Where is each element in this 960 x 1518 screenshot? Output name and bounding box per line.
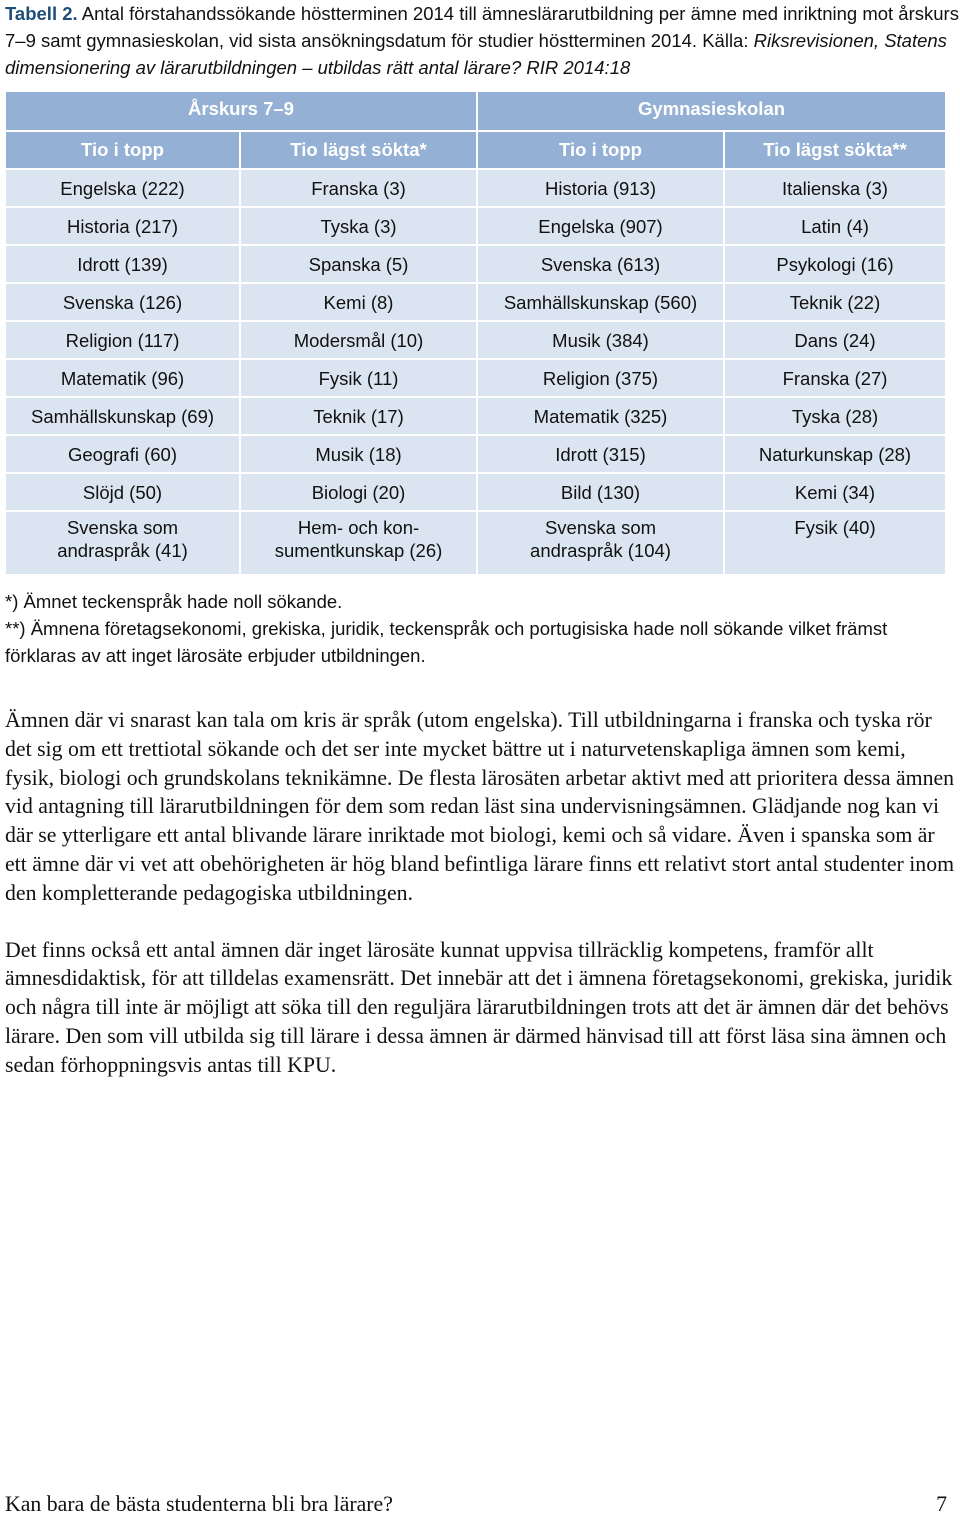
- table-cell: Fysik (11): [241, 360, 476, 396]
- table-row: [6, 170, 945, 206]
- table-cell: Musik (384): [478, 322, 723, 358]
- table-row: [6, 322, 945, 358]
- group-header-row: [6, 92, 945, 130]
- table-cell: Idrott (315): [478, 436, 723, 472]
- table-row: [6, 246, 945, 282]
- table-cell: Teknik (17): [241, 398, 476, 434]
- table-cell: Engelska (222): [6, 170, 239, 206]
- table-cell: Svenska (613): [478, 246, 723, 282]
- column-header: Tio i topp: [6, 132, 239, 168]
- page-number: 7: [936, 1492, 947, 1516]
- table-cell: Tyska (3): [241, 208, 476, 244]
- footnote: *) Ämnet teckenspråk hade noll sökande.: [5, 591, 343, 612]
- table-cell: Historia (913): [478, 170, 723, 206]
- table-cell: Kemi (8): [241, 284, 476, 320]
- table-cell: Latin (4): [725, 208, 945, 244]
- caption-text: Antal förstahandssökande höstterminen 2014 till ämneslärarutbildning per ämne med inriktning mot årskurs 7–9 samt gymnasieskolan, vid sista ansökningsdatum för studier höstterminen 2014. Källa:: [5, 3, 959, 51]
- table-cell: Franska (3): [241, 170, 476, 206]
- table-row: [6, 474, 945, 510]
- table-cell: Idrott (139): [6, 246, 239, 282]
- table-cell: Historia (217): [6, 208, 239, 244]
- cell-line: Hem- och kon-: [297, 517, 420, 538]
- paragraph: Det finns också ett antal ämnen där inget lärosäte kunnat uppvisa tillräcklig kompetens, framför allt ämnesdidaktisk, för att tilldelas examensrätt. Det innebär att det i ämnena företagsekonomi, grekiska, juridik och några till inte är möjligt att söka till den reguljära lärarutbildningen trots att det är ämnen där det behövs lärare. Den som vill utbilda sig till lärare i dessa ämnen är därmed hänvisad till att först läsa sina ämnen och sedan förhoppningsvis antas till KPU.: [5, 937, 953, 1077]
- table-cell: Dans (24): [725, 322, 945, 358]
- table-cell: [6, 512, 239, 574]
- table-row: [6, 512, 945, 574]
- caption-source: Riksrevisionen, Statens dimensionering av lärarutbildningen – utbildas rätt antal lärare? RIR 2014:18: [5, 30, 947, 78]
- column-header-row: [6, 132, 945, 168]
- subjects-table: [4, 90, 947, 576]
- table-cell: Geografi (60): [6, 436, 239, 472]
- column-header: Tio lägst sökta*: [241, 132, 476, 168]
- table-caption: [5, 0, 960, 81]
- table-row: [6, 360, 945, 396]
- table-notes: [5, 588, 955, 669]
- body-text: [5, 706, 955, 1108]
- cell-line: Svenska som: [66, 517, 179, 538]
- table-cell: Slöjd (50): [6, 474, 239, 510]
- table-row: [6, 436, 945, 472]
- page-footer: [5, 1490, 947, 1518]
- group-header-arskurs: Årskurs 7–9: [6, 92, 476, 130]
- table-cell: Engelska (907): [478, 208, 723, 244]
- column-header: Tio i topp: [478, 132, 723, 168]
- caption-label: Tabell 2.: [5, 3, 78, 24]
- table-cell: Religion (117): [6, 322, 239, 358]
- footnote: **) Ämnena företagsekonomi, grekiska, juridik, teckenspråk och portugisiska hade noll sökande vilket främst förklaras av att inget lärosäte erbjuder utbildningen.: [5, 618, 888, 666]
- cell-line: sumentkunskap (26): [274, 540, 443, 561]
- table-cell: Svenska (126): [6, 284, 239, 320]
- table-cell: Italienska (3): [725, 170, 945, 206]
- cell-line: andraspråk (104): [530, 540, 671, 561]
- table-row: [6, 398, 945, 434]
- table-cell: Samhällskunskap (69): [6, 398, 239, 434]
- table-cell: Modersmål (10): [241, 322, 476, 358]
- table-cell: Psykologi (16): [725, 246, 945, 282]
- table-row: [6, 208, 945, 244]
- table-cell: Matematik (96): [6, 360, 239, 396]
- paragraph: Ämnen där vi snarast kan tala om kris är språk (utom engelska). Till utbildningarna i franska och tyska rör det sig om ett trettiotal sökande och det ser inte mycket bättre ut i naturvetenskapliga ämnen som kemi, fysik, biologi och grundskolans teknikämne. De flesta lärosäten arbetar aktivt med att prioritera dessa ämnen vid antagning till lärarutbildningen för dem som redan läst sina undervisningsämnen. Glädjande nog kan vi där se ytterligare ett antal blivande lärare inriktade mot biologi, kemi och så vidare. Även i spanska som är ett ämne där vi vet att obehörigheten är hög bland befintliga lärare finns ett relativt stort antal studenter inom den kompletterande pedagogiska utbildningen.: [5, 708, 955, 905]
- table-cell: Religion (375): [478, 360, 723, 396]
- cell-line: Svenska som: [544, 517, 657, 538]
- table-cell: Kemi (34): [725, 474, 945, 510]
- table-cell: Tyska (28): [725, 398, 945, 434]
- table-cell: Naturkunskap (28): [725, 436, 945, 472]
- column-header: Tio lägst sökta**: [725, 132, 945, 168]
- table-cell: [241, 512, 476, 574]
- table-cell: Bild (130): [478, 474, 723, 510]
- table-row: [6, 284, 945, 320]
- table-cell: [478, 512, 723, 574]
- group-header-gymnasieskolan: Gymnasieskolan: [478, 92, 945, 130]
- table-cell: Samhällskunskap (560): [478, 284, 723, 320]
- table-cell: Biologi (20): [241, 474, 476, 510]
- table-cell: Fysik (40): [725, 512, 945, 574]
- table-cell: Franska (27): [725, 360, 945, 396]
- table-cell: Teknik (22): [725, 284, 945, 320]
- table-cell: Matematik (325): [478, 398, 723, 434]
- footer-title: Kan bara de bästa studenterna bli bra lärare?: [5, 1492, 393, 1516]
- table-cell: Musik (18): [241, 436, 476, 472]
- cell-line: andraspråk (41): [57, 540, 188, 561]
- table-cell: Spanska (5): [241, 246, 476, 282]
